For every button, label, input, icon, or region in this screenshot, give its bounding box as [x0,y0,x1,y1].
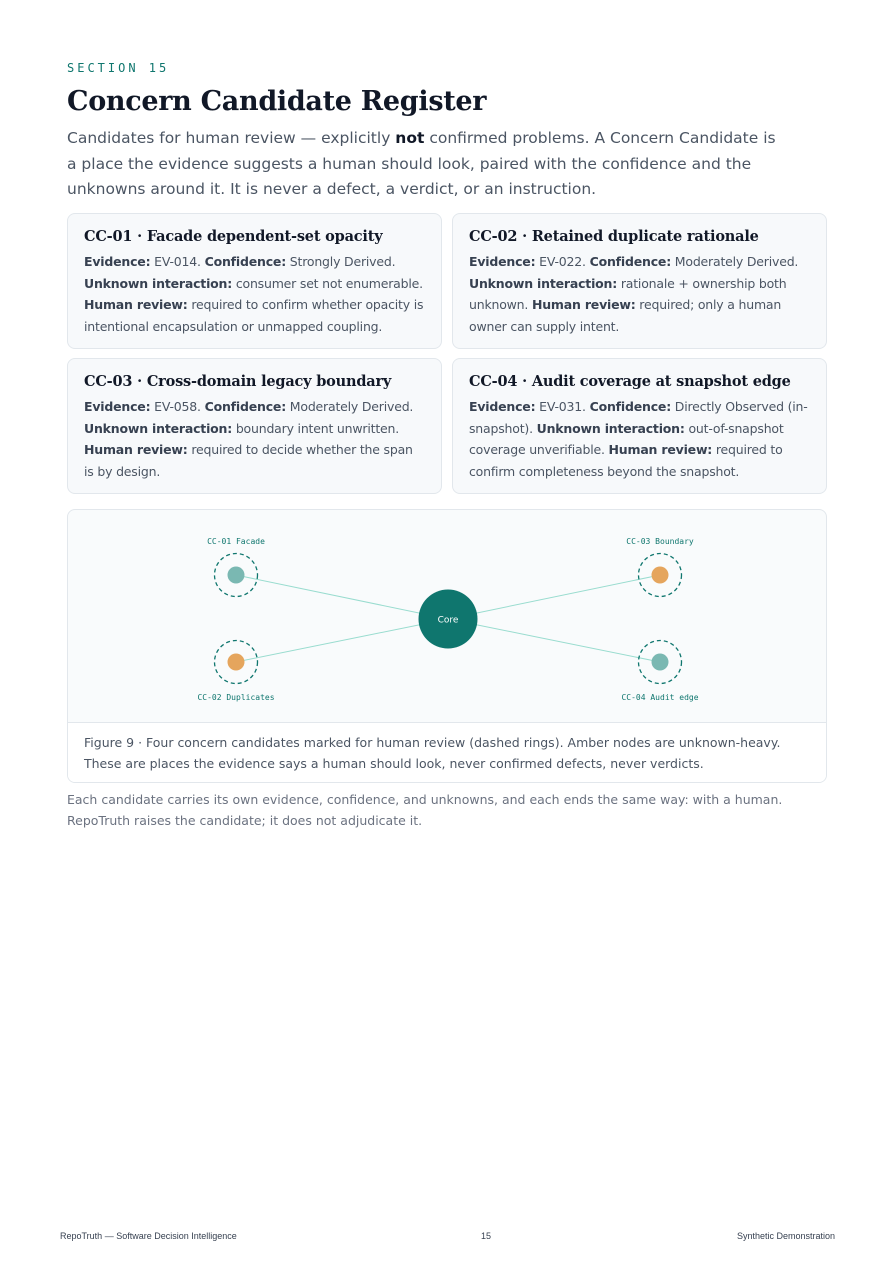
edge-core-cc04 [448,619,660,662]
core-label: Core [437,615,459,626]
card-title: CC-03 · Cross-domain legacy boundary [84,373,392,390]
card-body: Evidence: EV-031. Confidence: Directly Observed (in-snapshot). Unknown interaction: out-of-snapshot coverage unverifiable. Human review: required to confirm completeness beyond the snapshot. [469,399,808,480]
candidate-card-cc01 [67,213,442,349]
card-body: Evidence: EV-058. Confidence: Moderately Derived. Unknown interaction: boundary intent unwritten. Human review: required to decide whether the span is by design. [84,399,414,480]
figure-concern-diagram [67,509,827,783]
card-body: Evidence: EV-022. Confidence: Moderately Derived. Unknown interaction: rationale + ownership both unknown. Human review: required; only a human owner can supply intent. [469,254,799,335]
footer-page-number: 15 [481,1231,492,1241]
node-label-cc02: CC-02 Duplicates [197,693,275,702]
emphasis-not: not [395,129,425,147]
edge-core-cc02 [236,619,448,662]
intro-paragraph: Candidates for human review — explicitly not confirmed problems. A Concern Candidate is a place the evidence suggests a human should look, paired with the confidence and the unknowns around it. It is never a defect, a verdict, or an instruction. [67,129,776,198]
section-label: SECTION 15 [67,61,170,75]
figure-caption: Figure 9 · Four concern candidates marked for human review (dashed rings). Amber nodes are unknown-heavy. These are places the evidence says a human should look, never confirmed defects, never verdicts. [68,722,826,782]
node-label-cc03: CC-03 Boundary [626,537,694,546]
edge-core-cc03 [448,575,660,619]
candidate-card-cc04 [452,358,827,494]
node-cc01 [228,567,245,584]
node-label-cc01: CC-01 Facade [207,537,265,546]
footer-right: Synthetic Demonstration [736,1231,835,1241]
closing-note: Each candidate carries its own evidence, confidence, and unknowns, and each ends the same way: with a human. RepoTruth raises the candidate; it does not adjudicate it. [67,792,783,828]
node-cc02 [228,654,245,671]
edge-core-cc01 [236,575,448,619]
candidate-card-cc03 [67,358,442,494]
node-cc03 [652,567,669,584]
footer-left: RepoTruth — Software Decision Intelligence [60,1231,237,1241]
card-title: CC-04 · Audit coverage at snapshot edge [469,373,791,390]
card-body: Evidence: EV-014. Confidence: Strongly Derived. Unknown interaction: consumer set not enumerable. Human review: required to confirm whether opacity is intentional encapsulation or unmapped coupling. [84,254,424,335]
card-title: CC-01 · Facade dependent-set opacity [84,228,383,245]
node-cc04 [652,654,669,671]
concern-diagram [68,510,826,722]
page-title: Concern Candidate Register [67,86,487,117]
candidate-card-cc02 [452,213,827,349]
node-label-cc04: CC-04 Audit edge [621,693,699,702]
card-title: CC-02 · Retained duplicate rationale [469,228,759,245]
